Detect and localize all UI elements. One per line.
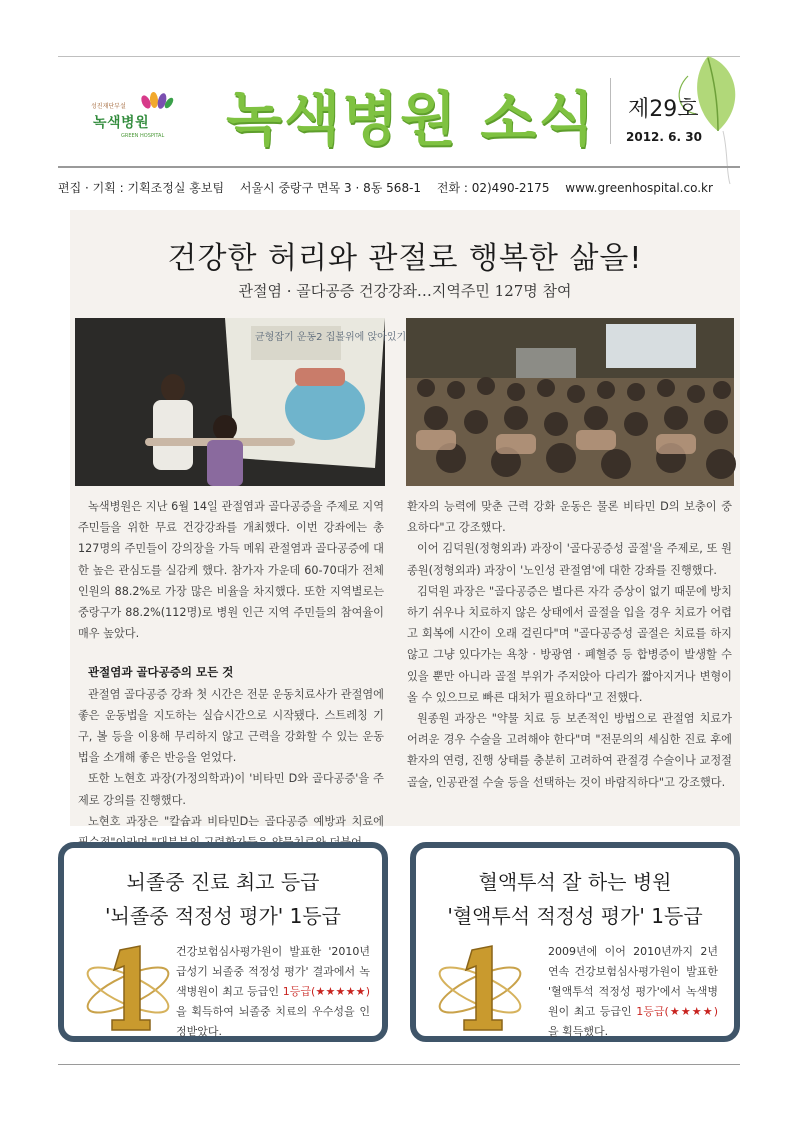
- lecture-photo-exercise: [75, 318, 407, 486]
- article-column-1: [78, 496, 384, 853]
- number-one-badge-icon: [430, 940, 530, 1036]
- award-subtitle: '혈액투석 적정성 평가' 1등급: [447, 904, 703, 928]
- award-box-dialysis: [410, 842, 740, 1042]
- imprint-phone: 전화 : 02)490-2175: [436, 181, 550, 195]
- article-paragraph: 원종원 과장은 "약물 치료 등 보존적인 방법으로 관절염 치료가 어려운 경우 수술을 고려해야 한다"며 "전문의의 세심한 진료 후에 환자의 연령, 진행 상태를 충분히 고려하여 관절경 수술이나 교정절골술, 인공관절 수술 등을 선택하는 것이 바람직하다"고 강조했다.: [407, 712, 732, 789]
- award-box-stroke: [58, 842, 388, 1042]
- imprint-editor: 편집 · 기획 : 기획조정실 홍보팀: [58, 181, 225, 195]
- lecture-photo-audience: [406, 318, 734, 486]
- imprint-address: 서울시 중랑구 면목 3 · 8동 568-1: [239, 181, 422, 195]
- award-text-a: 건강보험심사평가원이 발표한 '2010년 급성기 뇌졸중 적정성 평가' 결과에서 녹색병원이 최고 등급인: [176, 945, 370, 998]
- article-paragraph: 또한 노현호 과장(가정의학과)이 '비타민 D와 골다공증'을 주제로 강의를 진행했다.: [78, 772, 384, 807]
- article-paragraph: 노현호 과장은 "칼슘과 비타민D는 골다공증 예방과 치료에: [88, 814, 384, 828]
- flower-logo-icon: [138, 90, 174, 110]
- article-paragraph: 이어 김덕원(정형외과) 과장이 '골다공증성 골절'을 주제로, 또 원종원(정형외과) 과장이 '노인성 관절염'에 대한 강좌를 진행했다.: [407, 542, 732, 577]
- lead-headline: 건강한 허리와 관절로 행복한 삶을!: [167, 241, 643, 276]
- award-grade: 1등급(★★★★★): [282, 985, 370, 998]
- imprint-website[interactable]: www.greenhospital.co.kr: [565, 181, 713, 195]
- award-text-b: 을 획득했다.: [548, 1025, 609, 1038]
- award-grade: 1등급(★★★★): [636, 1005, 719, 1018]
- logo-name: 녹색병원: [93, 115, 150, 131]
- issue-date: 2012. 6. 30: [626, 130, 702, 144]
- article-paragraph: 관절염 골다공증 강좌 첫 시간은 전문 운동치료사가 관절염에 좋은 운동법을 지도하는 실습시간으로 시작됐다. 스트레칭 기구, 볼 등을 이용해 무리하지 않고 근력을 강화할 수 있는 운동법을 소개해 좋은 반응을 얻었다.: [78, 687, 384, 765]
- imprint-line: [58, 179, 738, 196]
- slide-text-1: 균형잡기 운동2 집볼위에 앉아있기: [255, 332, 407, 343]
- logo-subtitle: 성진재단부설: [91, 103, 126, 110]
- section-heading: 관절염과 골다공증의 모든 것: [88, 665, 234, 680]
- award-title: 혈액투석 잘 하는 병원: [478, 870, 672, 894]
- award-text-a: 2009년에 이어 2010년까지 2년 연속 건강보험심사평가원이 발표한 '혈액투석 적정성 평가'에서 녹색병원이 최고 등급인: [548, 945, 718, 1018]
- number-one-badge-icon: [78, 940, 178, 1036]
- top-rule: [58, 56, 740, 57]
- logo-english: GREEN HOSPITAL: [121, 133, 165, 139]
- lead-subheadline: 관절염 · 골다공증 건강강좌…지역주민 127명 참여: [238, 282, 572, 300]
- award-subtitle: '뇌졸중 적정성 평가' 1등급: [105, 904, 341, 928]
- article-paragraph: 김덕원 과장은 "골다공증은 별다른 자각 증상이 없기 때문에 방치하기 쉬우나 치료하지 않은 상태에서 골절을 입을 경우 치료가 어렵고 회복에 시간이 오래 걸린다"며 "골다공증성 골절은 치료를 하지 않고 그냥 있다가는 욕창 · 방광염 · 폐혈증 등 합병증이 발생할 수 있을 뿐만 아니라 골절 부위가 주저앉아 다리가 짧아지거나 변형이 올 수 있으므로 빠른 대처가 필요하다"고 전했다.: [407, 584, 732, 704]
- bottom-rule: [58, 1064, 740, 1065]
- newsletter-title: 녹색병원 소식: [226, 85, 597, 153]
- article-paragraph: 환자의 능력에 맞춘 근력 강화 운동은 물론 비타민 D의 보충이 중요하다"고 강조했다.: [407, 500, 732, 535]
- header-rule: [58, 166, 740, 168]
- article-paragraph: 녹색병원은 지난 6월 14일 관절염과 골다공증을 주제로 지역 주민들을 위한 무료 건강강좌를 개최했다. 이번 강좌에는 총 127명의 주민들이 강의장을 가득 메워 관절염과 골다공증에 대한 높은 관심도를 실감케 했다. 참가자 가운데 60-70대가 전체 인원의 88.2%로 가장 많은 비율을 차지했다. 또한 지역별로는 중랑구가 88.2%(112명)로 병원 인근 지역 주민들의 참여율이 매우 높았다.: [78, 500, 384, 641]
- issue-number: 제29호: [628, 97, 699, 122]
- award-description: [176, 942, 370, 1042]
- award-text-b: 을 획득하여 뇌졸중 치료의 우수성을 인정받았다.: [176, 1005, 370, 1038]
- award-title: 뇌졸중 진료 최고 등급: [126, 870, 320, 894]
- title-divider: [610, 78, 611, 144]
- award-description: [548, 942, 718, 1042]
- article-column-2: [407, 496, 732, 793]
